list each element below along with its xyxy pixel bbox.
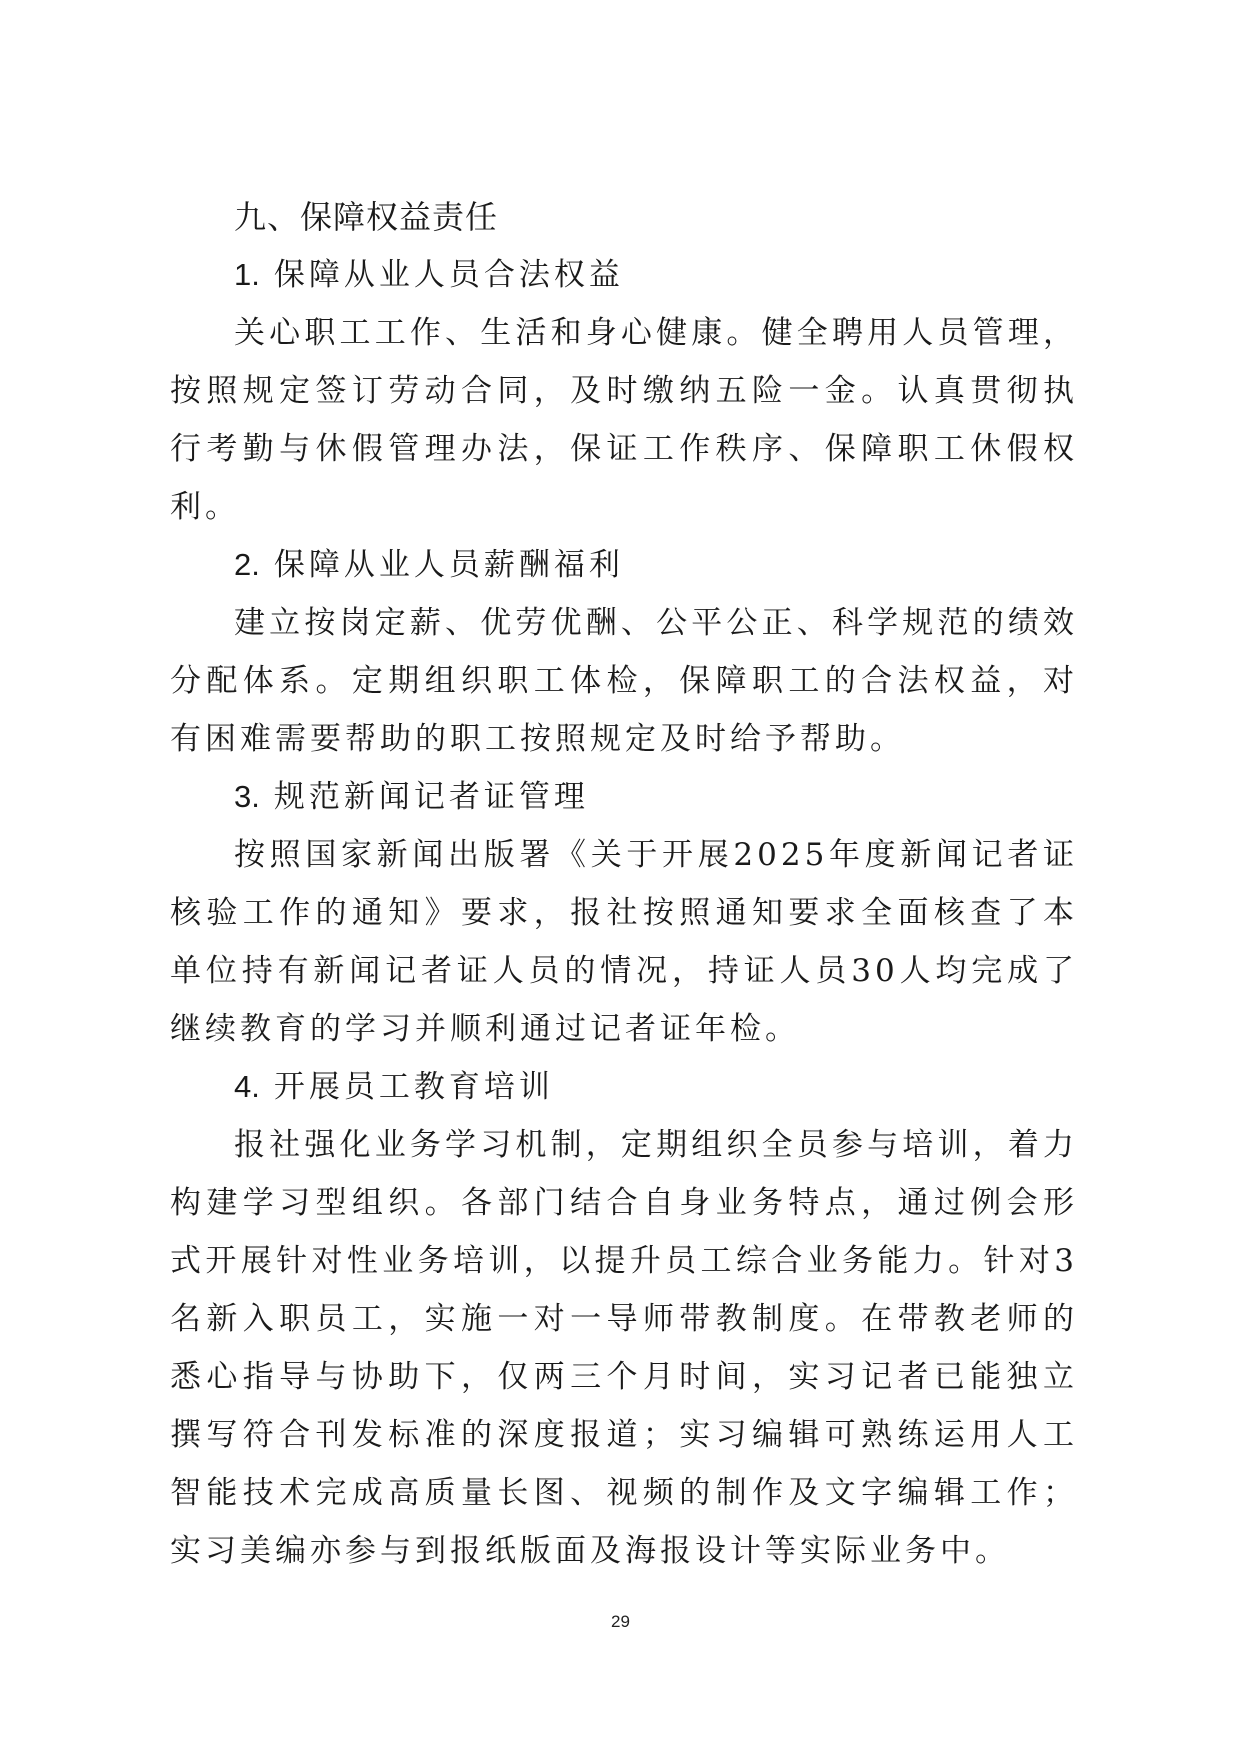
section-title: 规范新闻记者证管理 [273, 779, 589, 815]
section-number: 4. [234, 1069, 260, 1104]
section-body-3: 按照国家新闻出版署《关于开展2025年度新闻记者证核验工作的通知》要求，报社按照通知要求全面核查了本单位持有新闻记者证人员的情况，持证人员30人均完成了继续教育的学习并顺利通过记者证年检。 [170, 837, 1078, 1047]
chapter-title: 九、保障权益责任 [234, 198, 499, 236]
section-number: 2. [234, 547, 260, 582]
section-body-1: 关心职工工作、生活和身心健康。健全聘用人员管理，按照规定签订劳动合同，及时缴纳五险一金。认真贯彻执行考勤与休假管理办法，保证工作秩序、保障职工休假权利。 [170, 315, 1078, 525]
section-number: 1. [234, 257, 260, 292]
section-number: 3. [234, 779, 260, 814]
section-body-2: 建立按岗定薪、优劳优酬、公平公正、科学规范的绩效分配体系。定期组织职工体检，保障职工的合法权益，对有困难需要帮助的职工按照规定及时给予帮助。 [170, 605, 1078, 757]
section-title: 保障从业人员薪酬福利 [273, 547, 624, 583]
section-heading-2 [170, 536, 1078, 594]
page-content [170, 188, 1078, 1580]
section-heading-4 [170, 1058, 1078, 1116]
section-body-4: 报社强化业务学习机制，定期组织全员参与培训，着力构建学习型组织。各部门结合自身业务特点，通过例会形式开展针对性业务培训，以提升员工综合业务能力。针对3名新入职员工，实施一对一导师带教制度。在带教老师的悉心指导与协助下，仅两三个月时间，实习记者已能独立撰写符合刊发标准的深度报道；实习编辑可熟练运用人工智能技术完成高质量长图、视频的制作及文字编辑工作；实习美编亦参与到报纸版面及海报设计等实际业务中。 [170, 1127, 1078, 1569]
section-heading-1 [170, 246, 1078, 304]
section-title: 开展员工教育培训 [273, 1069, 554, 1105]
page-number: 29 [611, 1612, 630, 1631]
section-heading-3 [170, 768, 1078, 826]
section-title: 保障从业人员合法权益 [273, 257, 624, 293]
